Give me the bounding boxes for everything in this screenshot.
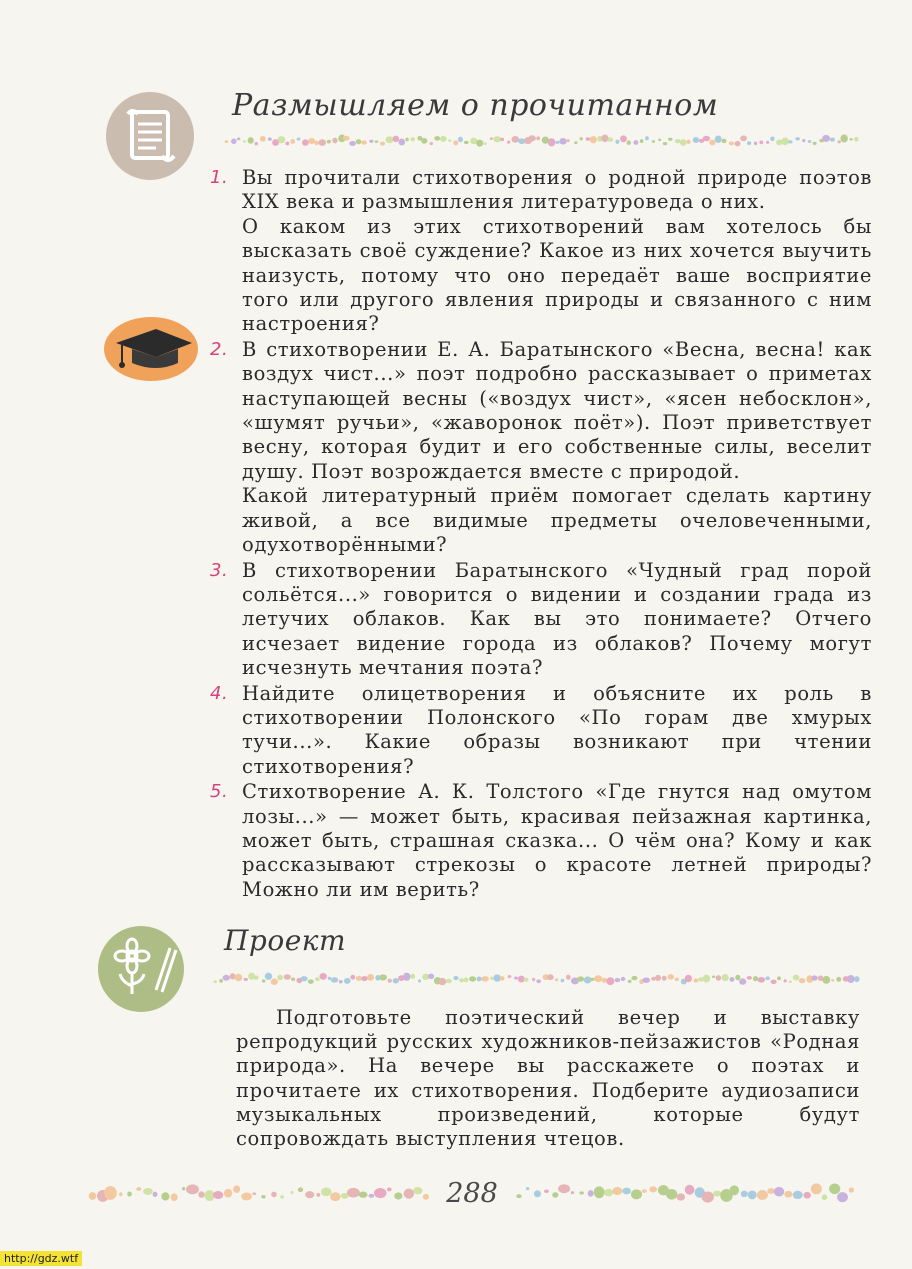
- watermark-link[interactable]: http://gdz.wtf: [0, 1251, 82, 1266]
- decor-dot: [268, 137, 272, 141]
- decor-dot: [735, 141, 741, 146]
- decor-dot: [262, 979, 266, 982]
- decor-dot: [822, 976, 830, 984]
- decor-dot: [483, 142, 486, 145]
- questions-list: [200, 166, 872, 903]
- decor-dot: [508, 975, 512, 978]
- question-text: Вы прочитали стихотворения о родной природе поэтов XIX века и размышления литературоведа о них.: [242, 166, 872, 214]
- decor-dot: [703, 136, 710, 142]
- decor-dot: [319, 973, 327, 980]
- decor-dot: [588, 1190, 594, 1197]
- decor-dot: [349, 141, 356, 146]
- decor-dot: [685, 1185, 695, 1195]
- decor-dot: [285, 141, 289, 145]
- decor-dot: [771, 980, 777, 984]
- decor-dot: [759, 140, 763, 144]
- decor-dot: [668, 974, 674, 979]
- decor-dot: [405, 138, 409, 142]
- decor-dot: [434, 136, 440, 141]
- decor-dot: [524, 978, 529, 982]
- section-title-reflection: Размышляем о прочитанном: [232, 88, 719, 123]
- question-text: В стихотворении Е. А. Баратынского «Весна, весна! как воздух чист...» поэт подробно рассказывает о приметах наступающей весны («воздух чист», «ясен небосклон», «шумят ручьи», «жаворонок поёт»). Поэт приветствует весну, которая будит и его собственные силы, веселит душу. Поэт возрождается вместе с природой.: [242, 337, 872, 483]
- decor-dot: [730, 977, 735, 982]
- decor-dot: [516, 1194, 521, 1198]
- decor-dot: [558, 1184, 570, 1193]
- decor-dot: [459, 978, 464, 982]
- decor-dot: [793, 975, 800, 981]
- decor-dot: [811, 1183, 822, 1194]
- decor-dot: [277, 975, 283, 980]
- decor-dot: [350, 975, 355, 980]
- decor-dot: [544, 1189, 549, 1193]
- decor-dot: [428, 974, 434, 979]
- decor-dot: [528, 135, 536, 141]
- decor-dot: [261, 1195, 265, 1199]
- decor-dot: [680, 139, 687, 146]
- question-5: [200, 780, 872, 902]
- decor-dot: [343, 136, 350, 141]
- decor-dot: [328, 977, 331, 980]
- decor-dot: [237, 138, 241, 141]
- decor-dot: [709, 140, 715, 146]
- decor-dot: [693, 978, 698, 982]
- decor-dot: [730, 1185, 739, 1195]
- decor-dot: [854, 976, 860, 982]
- decor-dot: [829, 1184, 840, 1195]
- decor-dot: [464, 977, 469, 982]
- decor-dot: [446, 979, 452, 983]
- decor-dot: [243, 140, 246, 142]
- decor-dot: [652, 140, 655, 143]
- decor-dot: [658, 138, 661, 141]
- page-number: 288: [446, 1178, 498, 1209]
- decor-dot: [500, 138, 504, 141]
- decor-dot: [356, 139, 362, 144]
- decor-dot: [555, 978, 558, 981]
- decor-dot: [590, 136, 597, 143]
- decor-dot: [298, 1187, 303, 1192]
- decor-dot: [602, 978, 608, 983]
- decor-dot: [849, 1187, 854, 1192]
- decor-dot: [777, 976, 781, 980]
- decor-dot: [253, 975, 258, 979]
- decor-dot: [621, 977, 626, 981]
- decor-dot: [161, 1192, 169, 1200]
- decor-dot: [440, 136, 447, 142]
- decor-dot: [404, 1189, 414, 1199]
- decor-dot: [739, 978, 746, 984]
- decor-dot: [314, 141, 318, 145]
- decor-dot: [811, 975, 817, 980]
- decor-dot: [423, 1194, 429, 1200]
- decor-dot: [284, 974, 291, 980]
- decor-dot: [586, 137, 590, 141]
- decor-dot: [793, 1191, 803, 1199]
- decor-dot: [403, 973, 410, 981]
- decor-dot: [754, 142, 757, 145]
- decor-dot: [555, 141, 559, 144]
- decor-dot: [747, 141, 751, 145]
- decor-dot: [789, 981, 792, 983]
- decor-dot: [214, 980, 217, 983]
- decor-dot: [693, 137, 700, 143]
- decor-dot: [344, 978, 351, 984]
- decor-dot: [153, 1192, 158, 1197]
- decor-dot: [453, 140, 458, 145]
- decor-dot: [615, 978, 621, 982]
- question-number: 2.: [210, 338, 229, 360]
- decor-dot: [339, 980, 343, 983]
- decor-dot: [290, 1191, 293, 1194]
- decor-dot: [398, 138, 405, 145]
- decor-dot: [758, 977, 766, 983]
- decor-dot: [507, 140, 510, 143]
- decor-dot: [469, 976, 476, 982]
- decor-dot: [757, 1190, 768, 1200]
- decor-dot: [430, 142, 433, 145]
- decor-dot: [612, 1187, 622, 1195]
- decor-dot: [410, 137, 415, 141]
- decor-dot: [548, 138, 556, 146]
- decor-dot: [230, 973, 236, 979]
- decor-dot: [747, 976, 752, 980]
- decor-dot: [577, 976, 584, 981]
- decor-dot: [388, 979, 392, 983]
- decor-dot: [421, 138, 427, 144]
- decor-dot: [703, 975, 710, 983]
- decor-dot: [837, 140, 841, 143]
- decor-dot: [686, 140, 690, 145]
- decor-dot: [318, 139, 326, 146]
- decor-dot: [332, 138, 337, 144]
- decor-dot: [642, 1189, 647, 1193]
- question-number: 3.: [210, 559, 229, 581]
- decor-dot: [305, 1191, 314, 1198]
- decor-dot: [532, 978, 535, 981]
- decor-dot: [781, 137, 789, 145]
- decor-dot: [280, 1195, 284, 1198]
- decor-dot: [393, 978, 399, 983]
- dots-divider: [210, 972, 862, 986]
- decor-dot: [439, 978, 446, 985]
- decor-dot: [784, 979, 787, 982]
- decor-dot: [645, 136, 649, 140]
- decor-dot: [685, 975, 692, 982]
- decor-dot: [715, 135, 722, 142]
- decor-dot: [413, 1187, 422, 1194]
- decor-dot: [788, 140, 792, 143]
- decor-dot: [361, 976, 367, 981]
- decor-dot: [387, 1188, 392, 1192]
- question-text: Стихотворение А. К. Толстого «Где гнутся над омутом лозы...» — может быть, красивая пейзажная картинка, может быть, страшная сказка... О чём она? Кому и как рассказывают стрекозы о красоте летней природы? Можно ли им верить?: [242, 780, 872, 901]
- decor-dot: [213, 1191, 223, 1199]
- decor-dot: [359, 1192, 368, 1198]
- decor-dot: [649, 1186, 657, 1192]
- decor-dot: [620, 135, 627, 142]
- decor-dot: [255, 142, 258, 146]
- decor-dot: [741, 1191, 748, 1197]
- decor-dot: [464, 141, 469, 144]
- decor-dot: [418, 979, 421, 982]
- decor-dot: [795, 137, 800, 140]
- decor-dot: [490, 137, 493, 140]
- decor-dot: [559, 138, 566, 145]
- decor-dot: [260, 136, 266, 142]
- decor-dot: [604, 1189, 613, 1197]
- decor-dot: [291, 977, 295, 980]
- decor-dot: [369, 140, 373, 143]
- decor-dot: [219, 979, 223, 983]
- decor-dot: [104, 1186, 117, 1200]
- decor-dot: [666, 1189, 677, 1200]
- decor-dot: [225, 140, 229, 143]
- decor-dot: [712, 975, 715, 978]
- decor-dot: [677, 1193, 686, 1200]
- decor-dot: [89, 1192, 97, 1200]
- decor-dot: [722, 974, 729, 981]
- decor-dot: [552, 1192, 558, 1198]
- decor-dot: [849, 138, 852, 141]
- decor-dot: [321, 1188, 332, 1197]
- decor-dot: [628, 980, 632, 983]
- decor-dot: [500, 976, 505, 981]
- decor-dot: [453, 976, 458, 980]
- decor-dot: [580, 137, 583, 140]
- decor-dot: [803, 1192, 810, 1199]
- decor-dot: [601, 134, 608, 142]
- decor-dot: [223, 975, 230, 981]
- decor-dot: [713, 1191, 721, 1197]
- decor-dot: [571, 1191, 574, 1194]
- decor-dot: [477, 977, 482, 982]
- decor-dot: [608, 137, 614, 141]
- decor-dot: [186, 1184, 199, 1194]
- dots-divider: [222, 134, 864, 148]
- decor-dot: [182, 1187, 185, 1190]
- decor-dot: [536, 136, 540, 140]
- decor-dot: [766, 141, 769, 144]
- decor-dot: [308, 979, 314, 983]
- decor-dot: [393, 136, 400, 142]
- decor-dot: [493, 136, 501, 142]
- decor-dot: [668, 138, 673, 141]
- decor-dot: [375, 140, 379, 143]
- decor-dot: [622, 1188, 631, 1195]
- decor-dot: [361, 140, 366, 144]
- decor-dot: [394, 1192, 402, 1199]
- decor-dot: [224, 1189, 232, 1198]
- decor-dot: [655, 975, 661, 981]
- decor-dot: [448, 139, 451, 141]
- decor-dot: [316, 1193, 320, 1197]
- decor-dot: [356, 976, 362, 981]
- project-text: Подготовьте поэтический вечер и выставку репродукций русских художников-пейзажистов «Родная природа». На вечере вы расскажете о поэтах и прочитаете их стихотворения. Подберите аудиозаписи музыкальных произведений, которые будут сопровождать выступления чтецов.: [236, 1006, 860, 1151]
- decor-dot: [374, 1188, 387, 1198]
- decor-dot: [840, 135, 847, 143]
- question-text: Найдите олицетворения и объясните их роль в стихотворении Полонского «По горам две хмурых тучи...». Какие образы возникают при чтении стихотворения?: [242, 681, 872, 778]
- decor-dot: [740, 135, 747, 141]
- decor-dot: [265, 973, 272, 980]
- decor-dot: [627, 140, 631, 145]
- decor-dot: [799, 978, 806, 983]
- decor-dot: [836, 977, 841, 982]
- decor-dot: [606, 977, 614, 985]
- decor-dot: [662, 976, 667, 981]
- decor-dot: [729, 141, 734, 145]
- decor-dot: [347, 1188, 360, 1198]
- decor-dot: [380, 142, 385, 146]
- decor-dot: [244, 978, 248, 981]
- decor-dot: [822, 135, 830, 142]
- decor-dot: [847, 975, 855, 983]
- decor-dot: [385, 136, 393, 143]
- decor-dot: [642, 977, 650, 982]
- decor-dot: [837, 1192, 848, 1202]
- decor-dot: [171, 1193, 178, 1201]
- decor-dot: [574, 141, 577, 144]
- decor-dot: [594, 1186, 605, 1198]
- decor-dot: [248, 137, 254, 144]
- decor-dot: [767, 1188, 774, 1194]
- decor-dot: [813, 142, 817, 145]
- decor-dot: [802, 139, 805, 142]
- decor-dot: [547, 974, 554, 980]
- decor-dot: [241, 1193, 252, 1201]
- decor-dot: [633, 140, 638, 145]
- decor-dot: [770, 136, 774, 141]
- decor-dot: [327, 140, 331, 144]
- decor-dot: [198, 1191, 204, 1198]
- decor-dot: [300, 976, 307, 981]
- graduation-cap-icon: [104, 317, 198, 381]
- decor-dot: [784, 1191, 792, 1198]
- decor-dot: [675, 139, 681, 143]
- footer-dots-right: [514, 1182, 862, 1204]
- decor-dot: [476, 140, 483, 147]
- decor-dot: [765, 976, 769, 980]
- decor-dot: [458, 137, 463, 142]
- decor-dot: [410, 974, 415, 979]
- decor-dot: [143, 1188, 153, 1195]
- decor-dot: [640, 139, 644, 143]
- question-2: [200, 338, 872, 558]
- decor-dot: [594, 975, 602, 982]
- decor-dot: [490, 977, 493, 980]
- decor-dot: [566, 975, 571, 980]
- question-4: [200, 682, 872, 780]
- decor-dot: [481, 976, 488, 981]
- decor-dot: [615, 140, 619, 144]
- scroll-icon: [106, 92, 194, 180]
- decor-dot: [561, 979, 565, 983]
- question-text: Какой литературный приём помогает сделать картину живой, а все видимые предметы очеловеченными, одухотворёнными?: [242, 484, 872, 557]
- decor-dot: [379, 974, 387, 980]
- decor-dot: [231, 138, 237, 144]
- section-title-project: Проект: [224, 924, 347, 957]
- decor-dot: [722, 139, 727, 144]
- flower-pencil-icon: [98, 926, 184, 1012]
- decor-dot: [119, 1192, 123, 1196]
- question-number: 1.: [210, 167, 229, 188]
- question-text: В стихотворении Баратынского «Чудный град порой сольётся...» говорится о видении и создании града из летучих облаков. Как вы это понимаете? Отчего исчезает видение города из облаков? Почему могут исчезнуть мечтания поэта?: [242, 558, 872, 680]
- decor-dot: [536, 979, 541, 983]
- decor-dot: [748, 1190, 757, 1199]
- question-1: [200, 166, 872, 337]
- decor-dot: [774, 1187, 784, 1197]
- question-number: 4.: [210, 682, 229, 704]
- decor-dot: [651, 977, 656, 981]
- question-text: О каком из этих стихотворений вам хотелось бы высказать своё суждение? Какое из них хочется выучить наизусть, потому что оно передаёт ваше восприятие того или другого явления природы и связанного с ним настроения?: [242, 214, 872, 336]
- question-number: 5.: [210, 781, 229, 803]
- question-3: [200, 559, 872, 681]
- decor-dot: [235, 974, 243, 981]
- decor-dot: [631, 1189, 642, 1199]
- decor-dot: [735, 975, 740, 981]
- decor-dot: [290, 139, 295, 144]
- decor-dot: [315, 977, 320, 981]
- decor-dot: [753, 976, 758, 981]
- decor-dot: [631, 976, 637, 980]
- decor-dot: [204, 1190, 214, 1201]
- decor-dot: [233, 1185, 240, 1193]
- decor-dot: [808, 140, 812, 143]
- decor-dot: [271, 1192, 277, 1198]
- decor-dot: [716, 975, 722, 981]
- decor-dot: [822, 1194, 828, 1200]
- decor-dot: [369, 1194, 375, 1198]
- decor-dot: [526, 1187, 529, 1190]
- decor-dot: [675, 977, 679, 981]
- decor-dot: [331, 977, 339, 982]
- decor-dot: [590, 978, 594, 981]
- footer-dots-left: [88, 1182, 430, 1204]
- decor-dot: [330, 1192, 340, 1201]
- decor-dot: [511, 136, 519, 143]
- decor-dot: [127, 1191, 132, 1196]
- decor-dot: [579, 1191, 584, 1194]
- decor-dot: [278, 136, 286, 143]
- decor-dot: [514, 977, 518, 980]
- decor-dot: [663, 142, 667, 145]
- decor-dot: [518, 976, 525, 983]
- decor-dot: [854, 137, 858, 142]
- decor-dot: [702, 1192, 714, 1203]
- decor-dot: [567, 139, 570, 142]
- decor-dot: [302, 139, 309, 146]
- decor-dot: [831, 979, 834, 982]
- decor-dot: [252, 1192, 256, 1195]
- decor-dot: [136, 1187, 141, 1191]
- decor-dot: [367, 974, 374, 981]
- decor-dot: [297, 138, 301, 141]
- decor-dot: [271, 979, 278, 985]
- decor-dot: [534, 1190, 541, 1197]
- decor-dot: [830, 137, 835, 141]
